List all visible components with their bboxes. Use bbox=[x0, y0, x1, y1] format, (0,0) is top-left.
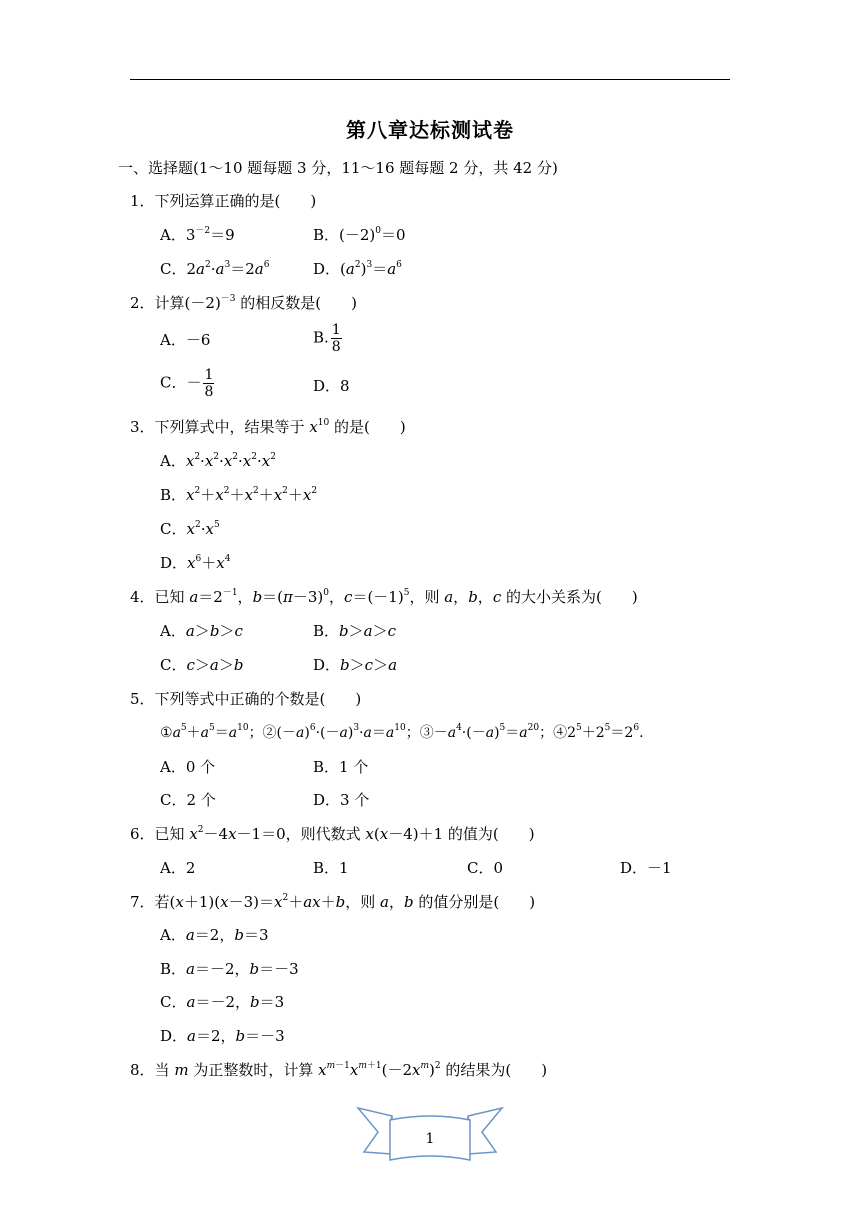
q5-statements: $①a^5+a^5=a^{10}$；$②(-a)^6\cdot(-a)^3\cdot a=a^{10}$；$③-a^4\cdot(-a)^5=a^{20}$；$④2^5+2^5=2^6$. bbox=[160, 723, 644, 741]
q7-option-b: B．a＝－2，b＝－3 bbox=[160, 960, 299, 978]
q5-option-b: B．1 个 bbox=[313, 758, 369, 776]
q6-option-b: B．1 bbox=[313, 859, 349, 877]
q2-stem: 2．计算$(-2)^{-3}$ 的相反数是( ) bbox=[130, 294, 358, 312]
section-heading: 一、选择题(1～10 题每题 3 分，11～16 题每题 2 分，共 42 分) bbox=[118, 159, 558, 177]
q7-stem: 7．若$(x+1)(x-3)=x^2+ax+b$，则 a，b 的值分别是( ) bbox=[130, 893, 536, 911]
q3-option-b: B．$x^2+x^2+x^2+x^2+x^2$ bbox=[160, 486, 318, 504]
q7-option-c: C．a＝－2，b＝3 bbox=[160, 993, 285, 1011]
q3-stem: 3．下列算式中，结果等于 $x^{10}$ 的是( ) bbox=[130, 418, 406, 436]
q1-stem: 1．下列运算正确的是( ) bbox=[130, 192, 317, 210]
q4-option-c: C．c＞a＞b bbox=[160, 656, 244, 674]
q5-option-d: D．3 个 bbox=[313, 791, 370, 809]
q2-option-a: A．－6 bbox=[160, 331, 211, 349]
q4-option-d: D．b＞c＞a bbox=[313, 656, 398, 674]
page-number: 1 bbox=[425, 1131, 435, 1147]
q8-stem: 8．当 m 为正整数时，计算 $x^{m-1}x^{m+1}(-2x^m)^2$ 的结果为( ) bbox=[130, 1061, 548, 1079]
q6-stem: 6．已知 $x^2-4x-1=0$，则代数式 x(x－4)＋1 的值为( ) bbox=[130, 825, 535, 843]
q5-option-a: A．0 个 bbox=[160, 758, 216, 776]
q6-option-a: A．2 bbox=[160, 859, 196, 877]
q7-option-a: A．a＝2，b＝3 bbox=[160, 926, 269, 944]
q2-option-b: B. $\frac{1}{8}$ bbox=[313, 322, 341, 355]
q1-option-a: A．$3^{-2}=9$ bbox=[160, 226, 235, 244]
q3-option-c: C．$x^2\cdot x^5$ bbox=[160, 520, 220, 538]
page-title: 第八章达标测试卷 bbox=[346, 118, 514, 142]
q2-option-d: D．8 bbox=[313, 377, 350, 395]
q5-stem: 5．下列等式中正确的个数是( ) bbox=[130, 690, 362, 708]
top-rule bbox=[130, 79, 730, 80]
q1-option-b: B．$(-2)^0=0$ bbox=[313, 226, 406, 244]
q4-stem: 4．已知 $a=2^{-1}$，$b=(\pi-3)^0$，$c=(-1)^5$，则 a，b，c 的大小关系为( ) bbox=[130, 588, 638, 606]
q6-option-c: C．0 bbox=[467, 859, 504, 877]
q4-option-a: A．a＞b＞c bbox=[160, 622, 243, 640]
q3-option-d: D．$x^6+x^4$ bbox=[160, 554, 231, 572]
q4-option-b: B．b＞a＞c bbox=[313, 622, 397, 640]
q1-option-c: C．$2a^2\cdot a^3=2a^6$ bbox=[160, 260, 270, 278]
q3-option-a: A．$x^2\cdot x^2\cdot x^2\cdot x^2\cdot x^2$ bbox=[160, 452, 276, 470]
q1-option-d: D．$(a^2)^3=a^6$ bbox=[313, 260, 402, 278]
q6-option-d: D．－1 bbox=[620, 859, 672, 877]
q5-option-c: C．2 个 bbox=[160, 791, 216, 809]
q7-option-d: D．a＝2，b＝－3 bbox=[160, 1027, 285, 1045]
q2-option-c: C．－ $\frac{1}{8}$ bbox=[160, 367, 214, 400]
